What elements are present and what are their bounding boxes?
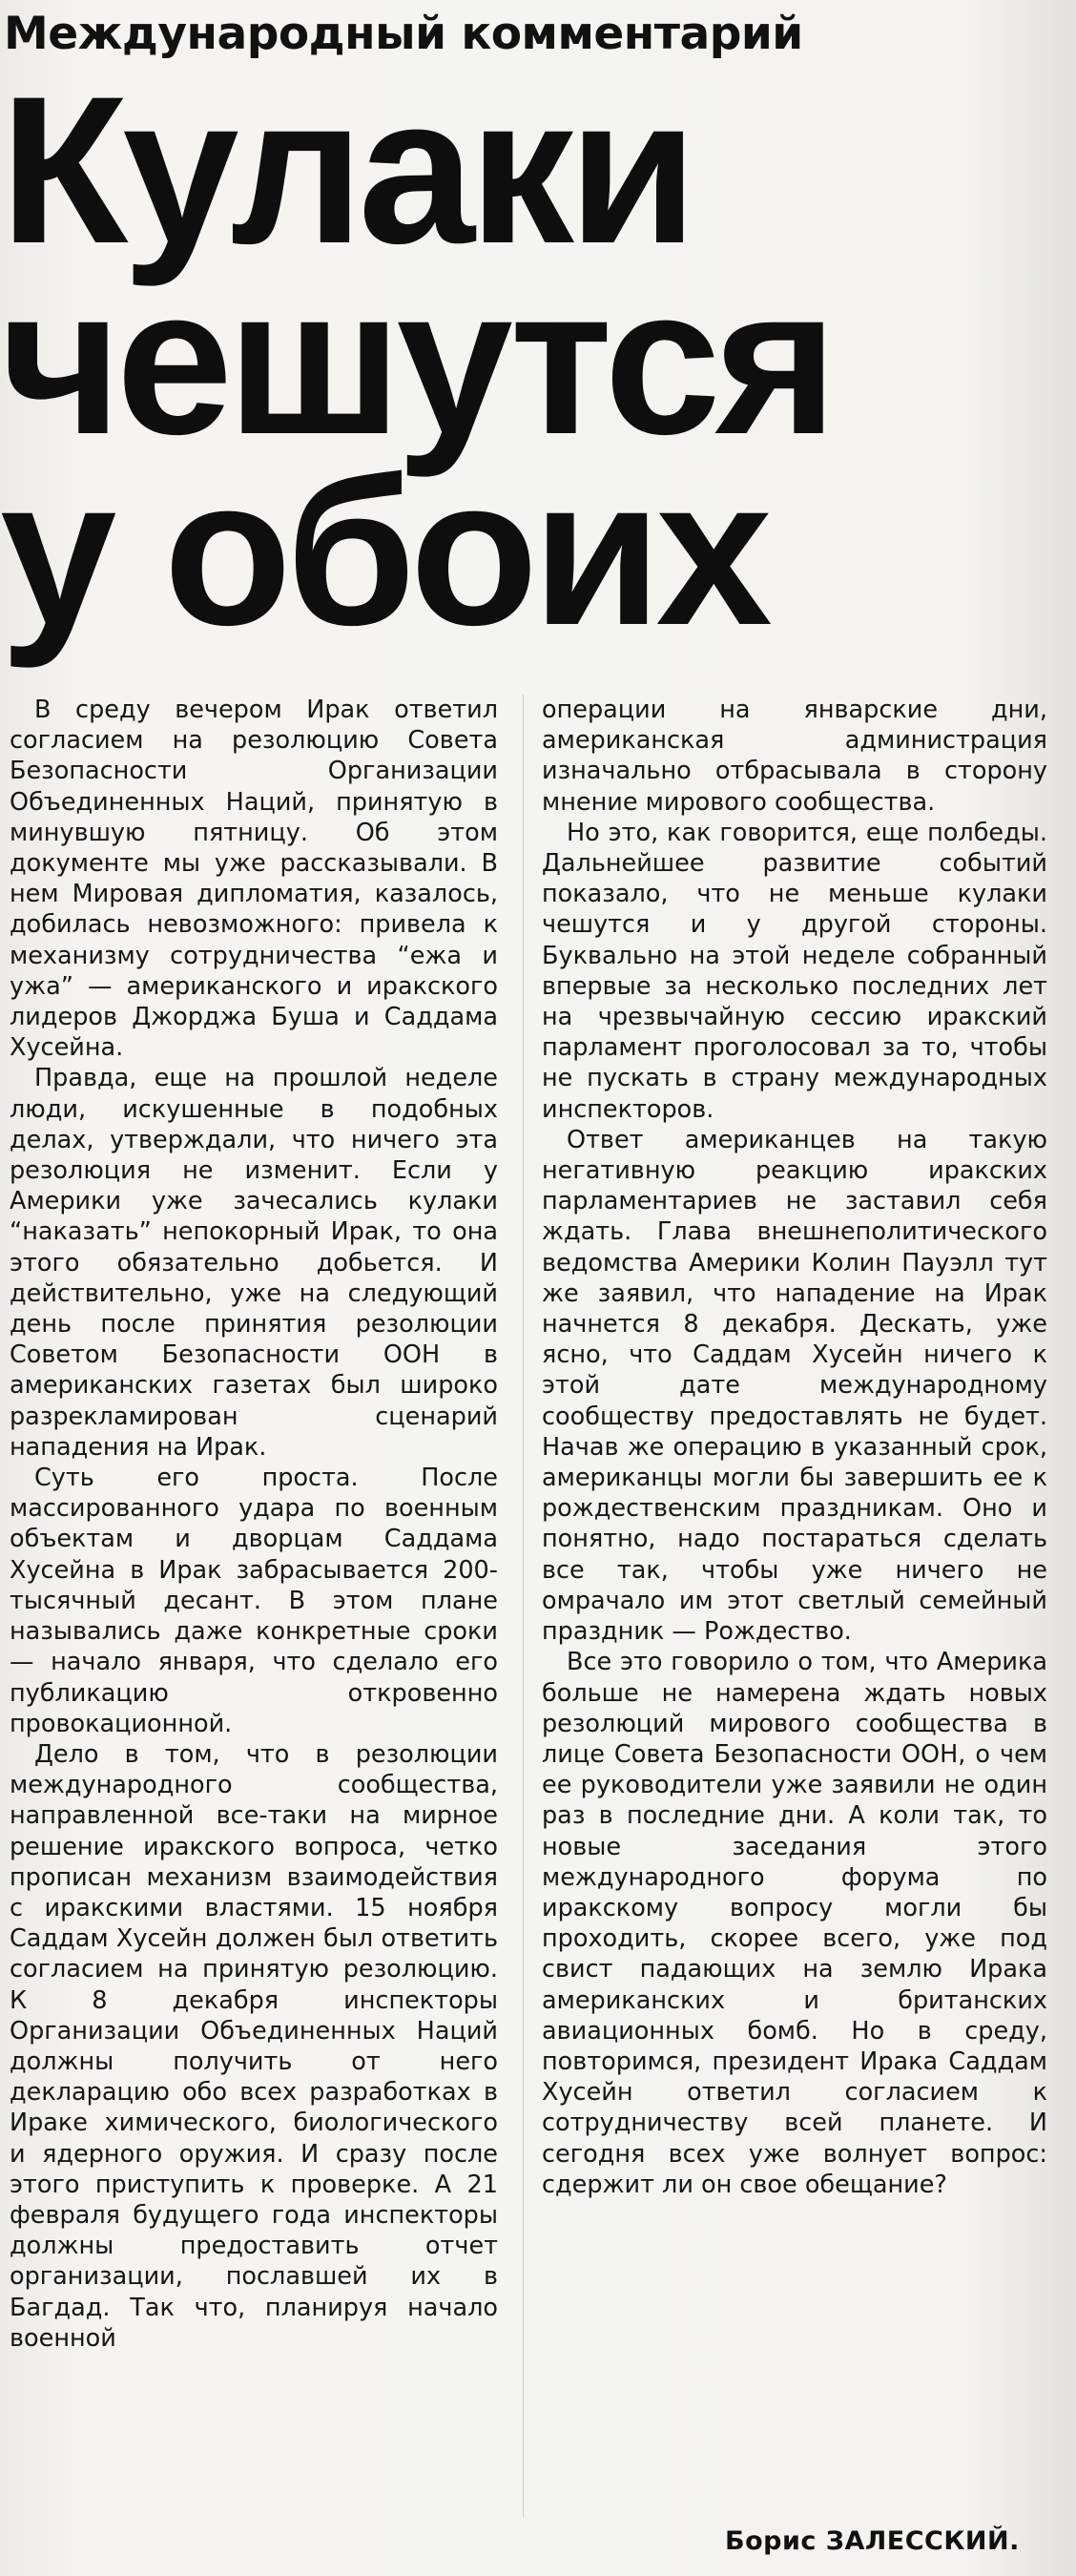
article-column-right (542, 695, 1047, 2200)
paragraph: Дело в том, что в резолюции международного сообщества, направленной все-таки на мирное решение иракского вопроса, четко прописан механизм взаимодействия с иракскими властями. 15 ноября Саддам Хусейн должен был ответить согласием на принятую резолюцию. К 8 декабря инспекторы Организации Объединенных Наций должны получить от него декларацию обо всех разработках в Ираке химического, биологического и ядерного оружия. И сразу после этого приступить к проверке. А 21 февраля будущего года инспекторы должны предоставить отчет организации, пославшей их в Багдад. Так что, планируя начало военной (10, 1739, 498, 2353)
section-rubric: Международный комментарий (4, 8, 803, 60)
paragraph: Но это, как говорится, еще полбеды. Дальнейшее развитие событий показало, что не меньше кулаки чешутся и у другой стороны. Буквально на этой неделе собранный впервые за несколько последних лет на чрезвычайную сессию иракский парламент проголосовал за то, чтобы не пускать в страну международных инспекторов. (542, 818, 1047, 1124)
paragraph: Ответ американцев на такую негативную реакцию иракских парламентариев не заставил себя ждать. Глава внешнеполитического ведомства Америки Колин Пауэлл тут же заявил, что нападение на Ирак начнется 8 декабря. Дескать, уже ясно, что Саддам Хусейн ничего к этой дате международному сообществу предоставлять не будет. Начав же операцию в указанный срок, американцы могли бы завершить ее к рождественским праздникам. Оно и понятно, надо постараться сделать все так, чтобы уже ничего не омрачало им этот светлый семейный праздник — Рождество. (542, 1125, 1047, 1647)
column-divider (523, 695, 524, 2517)
paragraph: В среду вечером Ирак ответил согласием на резолюцию Совета Безопасности Организации Объединенных Наций, принятую в минувшую пятницу. Об этом документе мы уже рассказывали. В нем Мировая дипломатия, казалось, добилась невозможного: привела к механизму сотрудничества “ежа и ужа” — американского и иракского лидеров Джорджа Буша и Саддама Хусейна. (10, 696, 498, 1063)
paragraph: Все это говорило о том, что Америка больше не намерена ждать новых резолюций мирового сообщества в лице Совета Безопасности ООН, о чем ее руководители уже заявили не один раз в последние дни. А коли так, то новые заседания этого международного форума по иракскому вопросу могли бы проходить, скорее всего, уже под свист падающих на землю Ирака американских и британских авиационных бомб. Но в среду, повторимся, президент Ирака Саддам Хусейн ответил согласием к сотрудничеству всей планете. И сегодня всех уже волнует вопрос: сдержит ли он свое обещание? (542, 1648, 1047, 2199)
paragraph: операции на январские дни, американская администрация изначально отбрасывала в сторону мнение мирового сообщества. (542, 696, 1047, 817)
headline-line-2: чешутся (0, 243, 833, 478)
article-column-left (10, 695, 498, 2354)
article-headline (0, 52, 1059, 669)
headline-line-1: Кулаки (0, 52, 693, 287)
paragraph: Суть его проста. После массированного удара по военным объектам и дворцам Саддама Хусейна в Ирак забрасывается 200-тысячный десант. В этом плане назывались даже конкретные сроки — начало января, что сделало его публикацию откровенно провокационной. (10, 1464, 498, 1738)
author-byline: Борис ЗАЛЕССКИЙ. (725, 2526, 1020, 2556)
paragraph: Правда, еще на прошлой неделе люди, искушенные в подобных делах, утверждали, что ничего эта резолюция не изменит. Если у Америки уже зачесались кулаки “наказать” непокорный Ирак, то она этого обязательно добьется. И действительно, уже на следующий день после принятия резолюции Советом Безопасности ООН в американских газетах был широко разрекламирован сценарий нападения на Ирак. (10, 1064, 498, 1462)
headline-line-3: у обоих (0, 434, 767, 669)
